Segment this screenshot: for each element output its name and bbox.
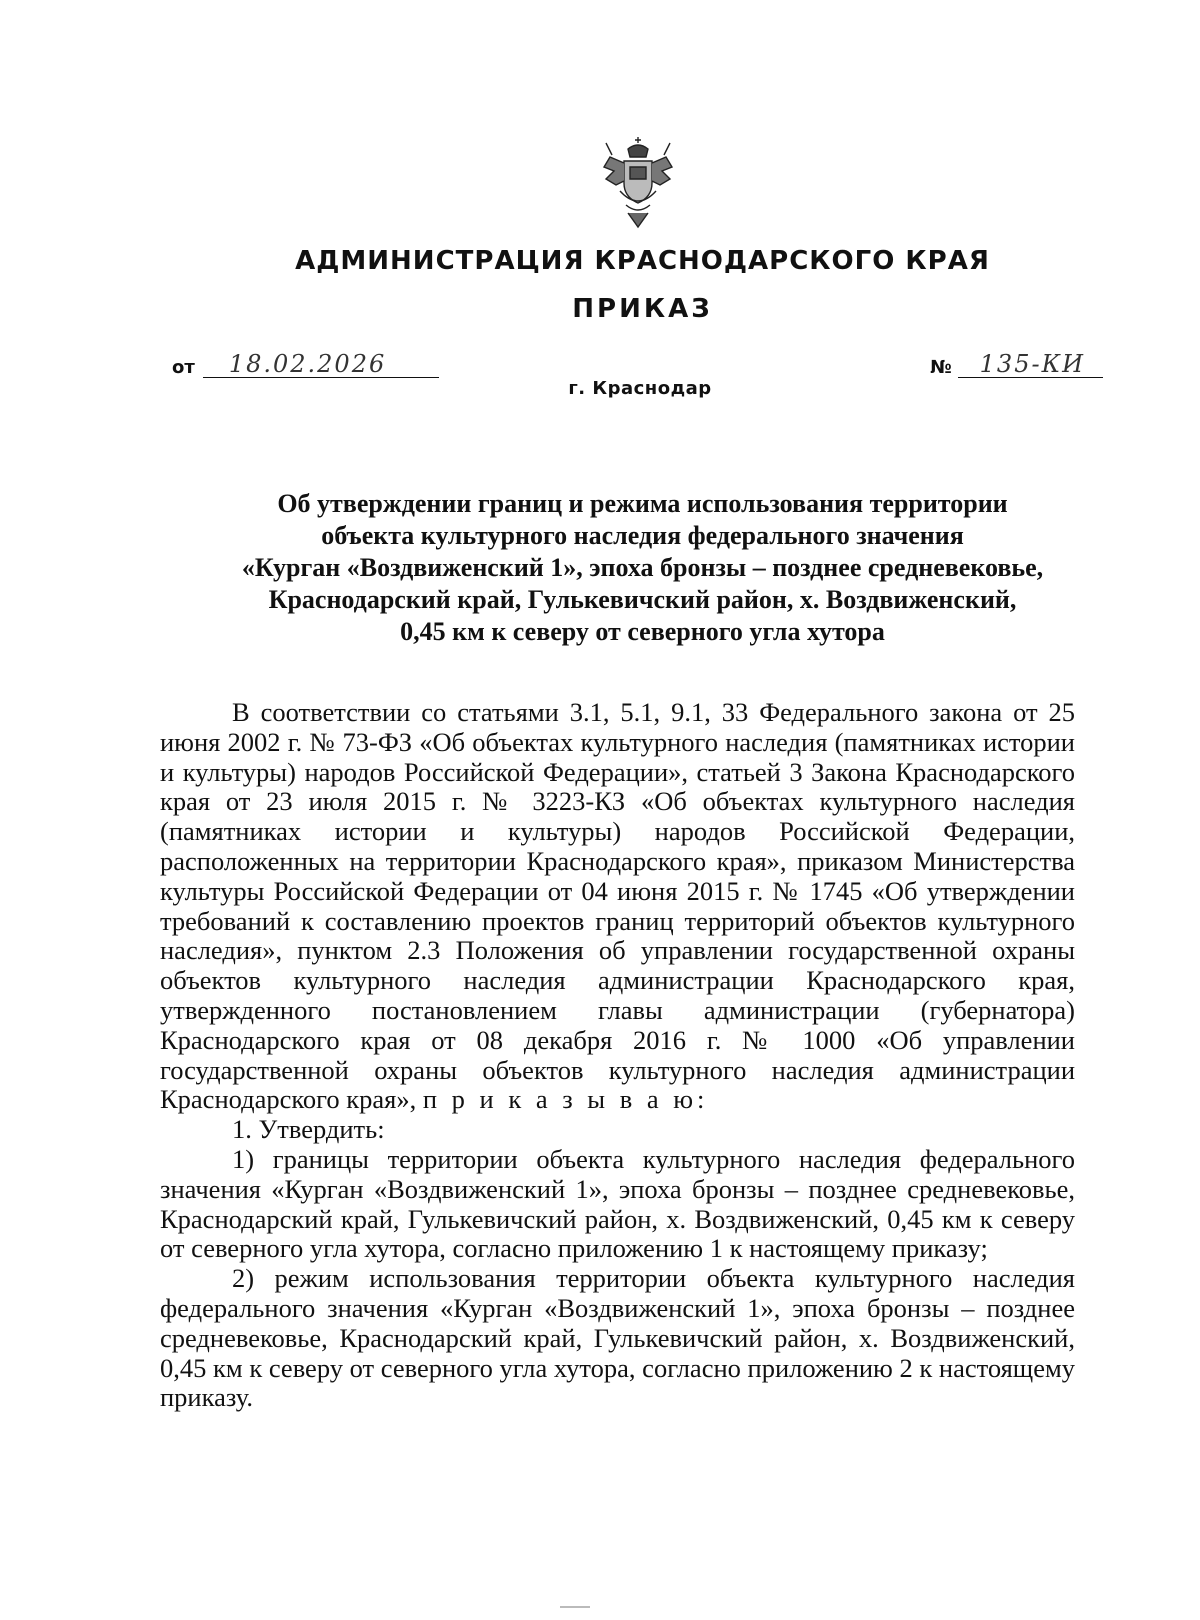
title-line: объекта культурного наследия федерального значения: [321, 521, 964, 550]
item-1: 1. Утвердить:: [232, 1114, 385, 1145]
item-1-2: 2) режим использования территории объекта культурного наследия федерального значения «Курган «Воздвиженский 1», эпоха бронзы – позднее средневековье, Краснодарский край, Гулькевичский район, х. Воздвиженский, 0,45 км к северу от северного угла хутора, согласно приложению 2 к настоящему приказу.: [160, 1263, 1075, 1413]
page-edge-mark: [560, 1606, 590, 1614]
number-label: №: [930, 357, 952, 378]
coat-of-arms-icon: [598, 135, 678, 231]
organization-name: АДМИНИСТРАЦИЯ КРАСНОДАРСКОГО КРАЯ: [295, 246, 990, 276]
date-row: [172, 350, 439, 378]
title-line: Об утверждении границ и режима использования территории: [277, 489, 1008, 518]
document-title: [160, 488, 1125, 648]
document-type: ПРИКАЗ: [572, 294, 713, 324]
handwritten-number: 135-КИ: [958, 350, 1103, 378]
title-line: «Курган «Воздвиженский 1», эпоха бронзы – позднее средневековье,: [241, 553, 1044, 582]
handwritten-date: 18.02.2026: [203, 350, 439, 378]
date-label: от: [172, 357, 195, 378]
order-word: п р и к а з ы в а ю:: [422, 1084, 709, 1115]
title-line: Краснодарский край, Гулькевичский район, х. Воздвиженский,: [268, 585, 1017, 614]
city-label: г. Краснодар: [568, 378, 712, 399]
item-1-1: 1) границы территории объекта культурного наследия федерального значения «Курган «Воздвиженский 1», эпоха бронзы – позднее средневековье, Краснодарский край, Гулькевичский район, х. Воздвиженский, 0,45 км к северу от северного угла хутора, согласно приложению 1 к настоящему приказу;: [160, 1143, 1075, 1264]
preamble-text: В соответствии со статьями 3.1, 5.1, 9.1, 33 Федерального закона от 25 июня 2002 г. № 73-ФЗ «Об объектах культурного наследия (памятниках истории и культуры) народов Российской Федерации», статьей 3 Закона Краснодарского края от 23 июля 2015 г. № 3223-КЗ «Об объектах культурного наследия (памятниках истории и культуры) народов Российской Федерации, расположенных на территории Краснодарского края», приказом Министерства культуры Российской Федерации от 04 июня 2015 г. № 1745 «Об утверждении требований к составлению проектов границ территорий объектов культурного наследия», пунктом 2.3 Положения об управлении государственной охраны объектов культурного наследия администрации Краснодарского края, утвержденного постановлением главы администрации (губернатора) Краснодарского края от 08 декабря 2016 г. № 1000 «Об управлении государственной охраны объектов культурного наследия администрации Краснодарского края»,: [160, 697, 1075, 1115]
title-line: 0,45 км к северу от северного угла хутора: [400, 617, 885, 646]
document-body: [160, 698, 1075, 1413]
number-row: [930, 350, 1103, 378]
preamble-paragraph: [160, 698, 1075, 1115]
